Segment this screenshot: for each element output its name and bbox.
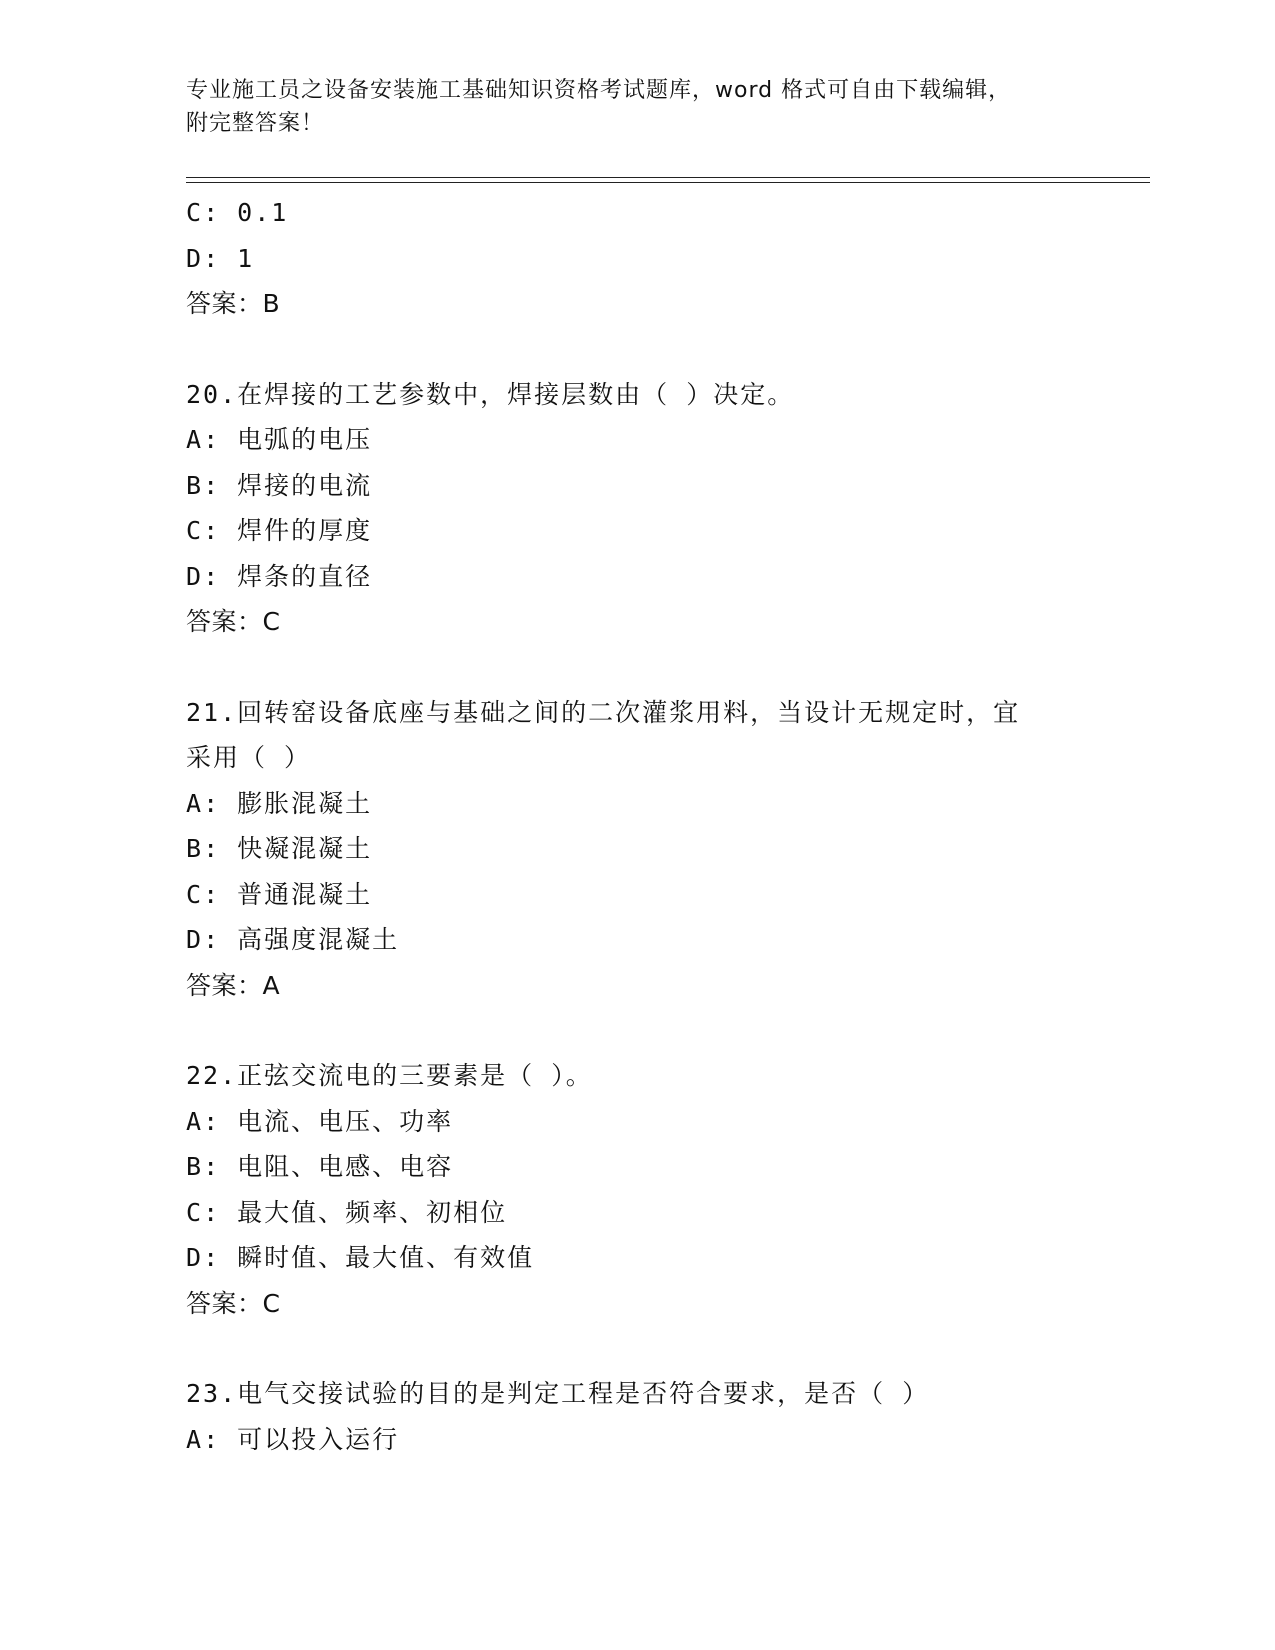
option-b: B: 焊接的电流 [186, 470, 373, 500]
question-20 [186, 372, 1086, 645]
option-a: A: 膨胀混凝土 [186, 788, 373, 818]
option-a: A: 电弧的电压 [186, 425, 373, 454]
question-stem-line-2: 采用（ ） [186, 743, 312, 772]
option-a: A: 可以投入运行 [186, 1424, 400, 1454]
question-stem-line-1: 21.回转窑设备底座与基础之间的二次灌浆用料，当设计无规定时，宜 [186, 697, 1021, 727]
question-list [186, 190, 1086, 1462]
document-header [186, 74, 1086, 140]
option-a: A: 电流、电压、功率 [186, 1106, 454, 1136]
question-21 [186, 690, 1086, 1009]
option-b: B: 快凝混凝土 [186, 834, 373, 863]
question-stem: 23.电气交接试验的目的是判定工程是否符合要求，是否（ ） [186, 1379, 930, 1408]
option-d: D: 焊条的直径 [186, 561, 373, 591]
question-22 [186, 1053, 1086, 1326]
question-stem: 22.正弦交流电的三要素是（ ）。 [186, 1061, 593, 1090]
header-divider-top [186, 177, 1150, 178]
carryover-block [186, 190, 1086, 327]
option-d: D: 瞬时值、最大值、有效值 [186, 1243, 535, 1272]
answer-line: 答案：C [186, 1288, 281, 1318]
question-stem: 20.在焊接的工艺参数中，焊接层数由（ ）决定。 [186, 379, 795, 409]
answer-line: 答案：B [186, 289, 281, 318]
option-d: D: 高强度混凝土 [186, 925, 400, 954]
header-line-1: 专业施工员之设备安装施工基础知识资格考试题库，word 格式可自由下载编辑， [186, 78, 1012, 103]
header-divider-bottom [186, 182, 1150, 183]
header-line-2: 附完整答案！ [186, 111, 325, 136]
question-23 [186, 1371, 1086, 1462]
option-c: C: 焊件的厚度 [186, 516, 373, 545]
option-c: C: 普通混凝土 [186, 879, 373, 909]
option-c: C: 0.1 [186, 198, 289, 227]
option-b: B: 电阻、电感、电容 [186, 1152, 454, 1181]
answer-line: 答案：C [186, 607, 281, 636]
option-c: C: 最大值、频率、初相位 [186, 1197, 508, 1227]
answer-line: 答案：A [186, 970, 281, 1000]
option-d: D: 1 [186, 243, 255, 273]
